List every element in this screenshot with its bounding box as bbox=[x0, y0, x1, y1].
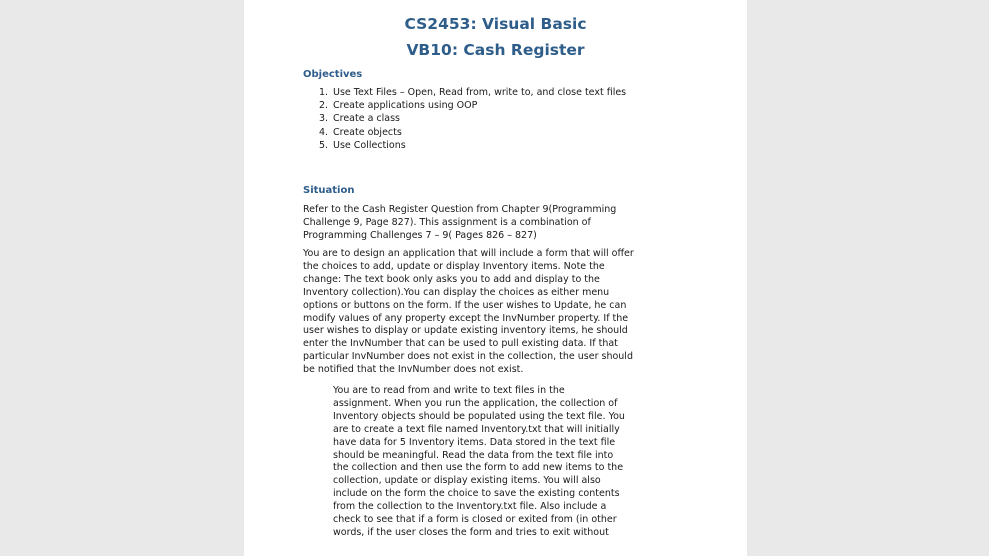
text-line: enter the InvNumber that can be used to pull existing data. If that bbox=[303, 338, 618, 350]
text-line: the collection and then use the form to add new items to the bbox=[333, 462, 624, 474]
text-line: include on the form the choice to save the existing contents bbox=[333, 488, 620, 500]
situation-paragraph-1 bbox=[303, 204, 616, 243]
text-line: the choices to add, update or display Inventory items. Note the bbox=[303, 260, 605, 272]
text-line: from the collection to the Inventory.txt file. Also include a bbox=[333, 501, 607, 513]
list-text: Create applications using OOP bbox=[333, 100, 478, 112]
document-title: CS2453: Visual Basic bbox=[404, 15, 587, 33]
text-line: You are to design an application that will include a form that will offer bbox=[303, 248, 634, 259]
list-item bbox=[319, 99, 626, 112]
text-line: Refer to the Cash Register Question from Chapter 9(Programming bbox=[303, 204, 617, 215]
list-text: Create objects bbox=[333, 126, 402, 138]
text-line: Programming Challenges 7 – 9( Pages 826 – 827) bbox=[303, 229, 537, 241]
text-line: be notified that the InvNumber does not exist. bbox=[303, 364, 524, 376]
document-subtitle: VB10: Cash Register bbox=[406, 41, 585, 59]
objectives-list bbox=[319, 86, 626, 152]
list-item bbox=[319, 139, 626, 152]
situation-paragraph-3 bbox=[333, 385, 625, 540]
text-line: collection, update or display existing items. You will also bbox=[333, 475, 601, 487]
situation-paragraph-2 bbox=[303, 248, 634, 377]
list-number: 2. bbox=[319, 100, 329, 112]
text-line: modify values of any property except the InvNumber property. If the bbox=[303, 312, 629, 324]
list-item bbox=[319, 126, 626, 139]
list-text: Create a class bbox=[333, 113, 401, 125]
list-text: Use Text Files – Open, Read from, write to, and close text files bbox=[333, 87, 627, 98]
situation-heading: Situation bbox=[303, 185, 355, 196]
text-line: assignment. When you run the application, the collection of bbox=[333, 397, 618, 409]
text-line: Inventory collection).You can display the choices as either menu bbox=[303, 286, 610, 298]
text-line: particular InvNumber does not exist in the collection, the user should bbox=[303, 351, 633, 363]
text-line: words, if the user closes the form and tries to exit without bbox=[333, 526, 609, 538]
text-line: have data for 5 Inventory items. Data stored in the text file bbox=[333, 436, 616, 448]
list-number: 5. bbox=[319, 139, 329, 151]
list-item bbox=[319, 86, 626, 99]
text-line: check to see that if a form is closed or exited from (in other bbox=[333, 514, 617, 526]
text-line: Inventory objects should be populated using the text file. You bbox=[333, 410, 625, 422]
text-line: should be meaningful. Read the data from the text file into bbox=[333, 449, 614, 461]
list-text: Use Collections bbox=[333, 139, 406, 151]
list-number: 1. bbox=[319, 87, 329, 98]
text-line: Challenge 9, Page 827). This assignment is a combination of bbox=[303, 216, 591, 228]
document-page bbox=[244, 0, 747, 556]
text-line: change: The text book only asks you to add and display to the bbox=[303, 273, 600, 285]
list-number: 3. bbox=[319, 113, 329, 125]
objectives-heading: Objectives bbox=[303, 69, 363, 80]
list-item bbox=[319, 112, 626, 125]
text-line: user wishes to display or update existing inventory items, he should bbox=[303, 325, 628, 337]
text-line: options or buttons on the form. If the user wishes to Update, he can bbox=[303, 299, 627, 311]
list-number: 4. bbox=[319, 126, 329, 138]
text-line: You are to read from and write to text files in the bbox=[333, 385, 565, 396]
text-line: are to create a text file named Inventory.txt that will initially bbox=[333, 423, 620, 435]
